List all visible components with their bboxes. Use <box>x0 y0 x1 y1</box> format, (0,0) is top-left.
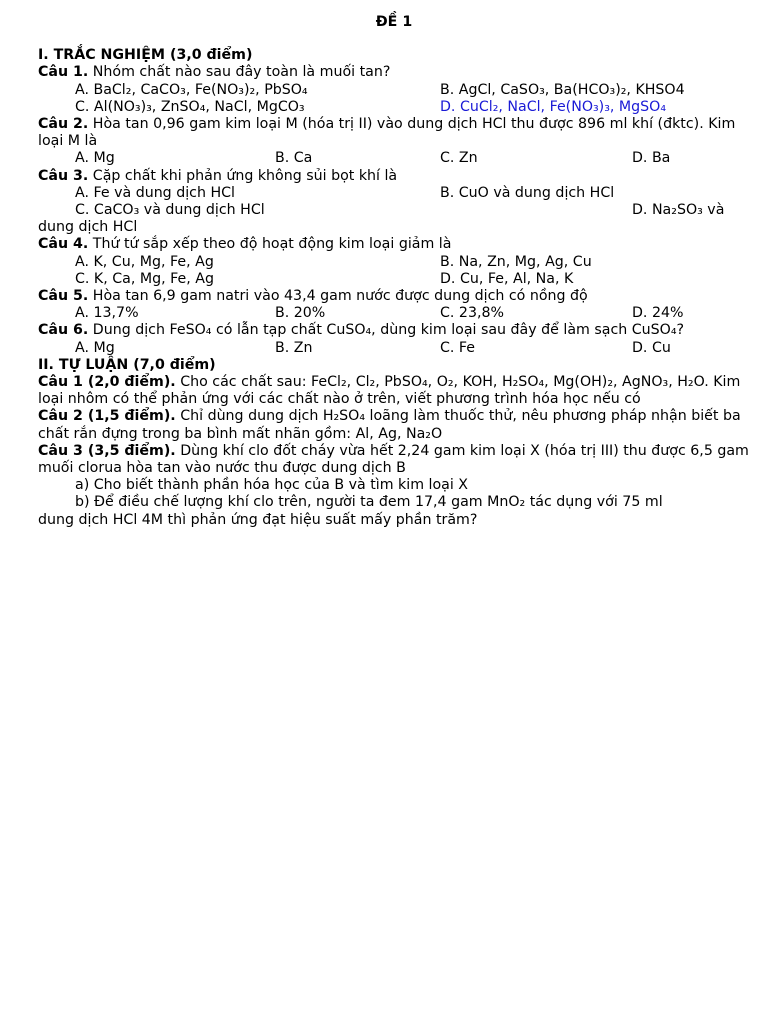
option-c: C. K, Ca, Mg, Fe, Ag <box>75 270 214 287</box>
question-label: Câu 2. <box>38 115 89 132</box>
question-label: Câu 2 (1,5 điểm). <box>38 408 176 425</box>
option-d: D. Ba <box>632 150 671 167</box>
question-text: Cặp chất khi phản ứng không sủi bọt khí là <box>88 167 398 184</box>
sub-question-b: b) Để điều chế lượng khí clo trên, người ta đem 17,4 gam MnO₂ tác dụng với 75 ml <box>75 494 663 511</box>
exam-document <box>38 14 750 529</box>
question-text: Chỉ dùng dung dịch H₂SO₄ loãng làm thuốc thử, nêu phương pháp nhận biết ba chất rắn đựng trong ba bình mất nhãn gồm: Al, Ag, Na₂O <box>38 408 741 442</box>
question-label: Câu 3. <box>38 167 89 184</box>
option-a: A. Fe và dung dịch HCl <box>75 184 235 201</box>
options-row <box>38 271 750 288</box>
question-text: Hòa tan 0,96 gam kim loại M (hóa trị II) vào dung dịch HCl thu được 896 ml khí (đktc). Kim loại M là <box>38 115 736 150</box>
question-5 <box>38 288 750 305</box>
question-label: Câu 6. <box>38 322 89 339</box>
part1-heading: I. TRẮC NGHIỆM (3,0 điểm) <box>38 47 253 64</box>
option-b: B. Na, Zn, Mg, Ag, Cu <box>440 253 592 270</box>
question-text: Dung dịch FeSO₄ có lẫn tạp chất CuSO₄, dùng kim loại sau đây để làm sạch CuSO₄? <box>88 322 685 339</box>
essay-question-2 <box>38 408 750 442</box>
question-text: Thứ tứ sắp xếp theo độ hoạt động kim loại giảm là <box>88 236 452 253</box>
options-row <box>38 202 750 219</box>
option-b: B. 20% <box>275 305 326 322</box>
option-d-continuation: dung dịch HCl <box>38 219 138 236</box>
option-a: A. K, Cu, Mg, Fe, Ag <box>75 253 214 270</box>
question-1 <box>38 64 750 81</box>
option-c: C. Al(NO₃)₃, ZnSO₄, NaCl, MgCO₃ <box>75 98 305 115</box>
option-c: C. Zn <box>440 150 478 167</box>
option-b: B. Zn <box>275 339 313 356</box>
sub-question-b-continuation: dung dịch HCl 4M thì phản ứng đạt hiệu suất mấy phần trăm? <box>38 511 478 528</box>
question-label: Câu 1. <box>38 64 89 81</box>
part2-heading: II. TỰ LUẬN (7,0 điểm) <box>38 356 216 373</box>
question-label: Câu 1 (2,0 điểm). <box>38 373 176 390</box>
option-a: A. Mg <box>75 150 115 167</box>
option-b: B. Ca <box>275 150 313 167</box>
option-b: B. CuO và dung dịch HCl <box>440 184 615 201</box>
option-a: A. BaCl₂, CaCO₃, Fe(NO₃)₂, PbSO₄ <box>75 81 308 98</box>
option-d: D. Cu <box>632 339 671 356</box>
option-d: D. Na₂SO₃ và <box>632 201 725 218</box>
question-label: Câu 5. <box>38 287 89 304</box>
question-2 <box>38 116 750 150</box>
question-text: Cho các chất sau: FeCl₂, Cl₂, PbSO₄, O₂, KOH, H₂SO₄, Mg(OH)₂, AgNO₃, H₂O. Kim loại nhôm có thể phản ứng với các chất nào ở trên, viết phương trình hóa học nếu có <box>38 373 741 408</box>
option-d-highlighted: D. CuCl₂, NaCl, Fe(NO₃)₃, MgSO₄ <box>440 98 667 115</box>
option-c: C. CaCO₃ và dung dịch HCl <box>75 201 265 218</box>
option-c: C. Fe <box>440 339 476 356</box>
option-c: C. 23,8% <box>440 305 504 322</box>
essay-question-1 <box>38 374 750 408</box>
option-a: A. 13,7% <box>75 305 139 322</box>
options-row <box>38 99 750 116</box>
essay-question-3 <box>38 443 750 477</box>
option-b: B. AgCl, CaSO₃, Ba(HCO₃)₂, KHSO4 <box>440 81 685 98</box>
question-label: Câu 4. <box>38 236 89 253</box>
question-text: Hòa tan 6,9 gam natri vào 43,4 gam nước được dung dịch có nồng độ <box>88 287 588 304</box>
question-label: Câu 3 (3,5 điểm). <box>38 442 176 459</box>
sub-question-a: a) Cho biết thành phần hóa học của B và tìm kim loại X <box>75 477 469 494</box>
options-row <box>38 150 750 167</box>
option-d: D. Cu, Fe, Al, Na, K <box>440 270 574 287</box>
option-d: D. 24% <box>632 305 684 322</box>
options-row <box>38 305 750 322</box>
options-row <box>38 82 750 99</box>
question-text: Dùng khí clo đốt cháy vừa hết 2,24 gam kim loại X (hóa trị III) thu được 6,5 gam muối clorua hòa tan vào nước thu được dung dịch B <box>38 442 749 476</box>
options-row <box>38 185 750 202</box>
options-row <box>38 254 750 271</box>
question-4 <box>38 236 750 253</box>
exam-title: ĐỀ 1 <box>375 14 413 30</box>
question-6 <box>38 322 750 339</box>
option-a: A. Mg <box>75 339 115 356</box>
options-row <box>38 340 750 357</box>
question-3 <box>38 168 750 185</box>
question-text: Nhóm chất nào sau đây toàn là muối tan? <box>88 64 391 81</box>
